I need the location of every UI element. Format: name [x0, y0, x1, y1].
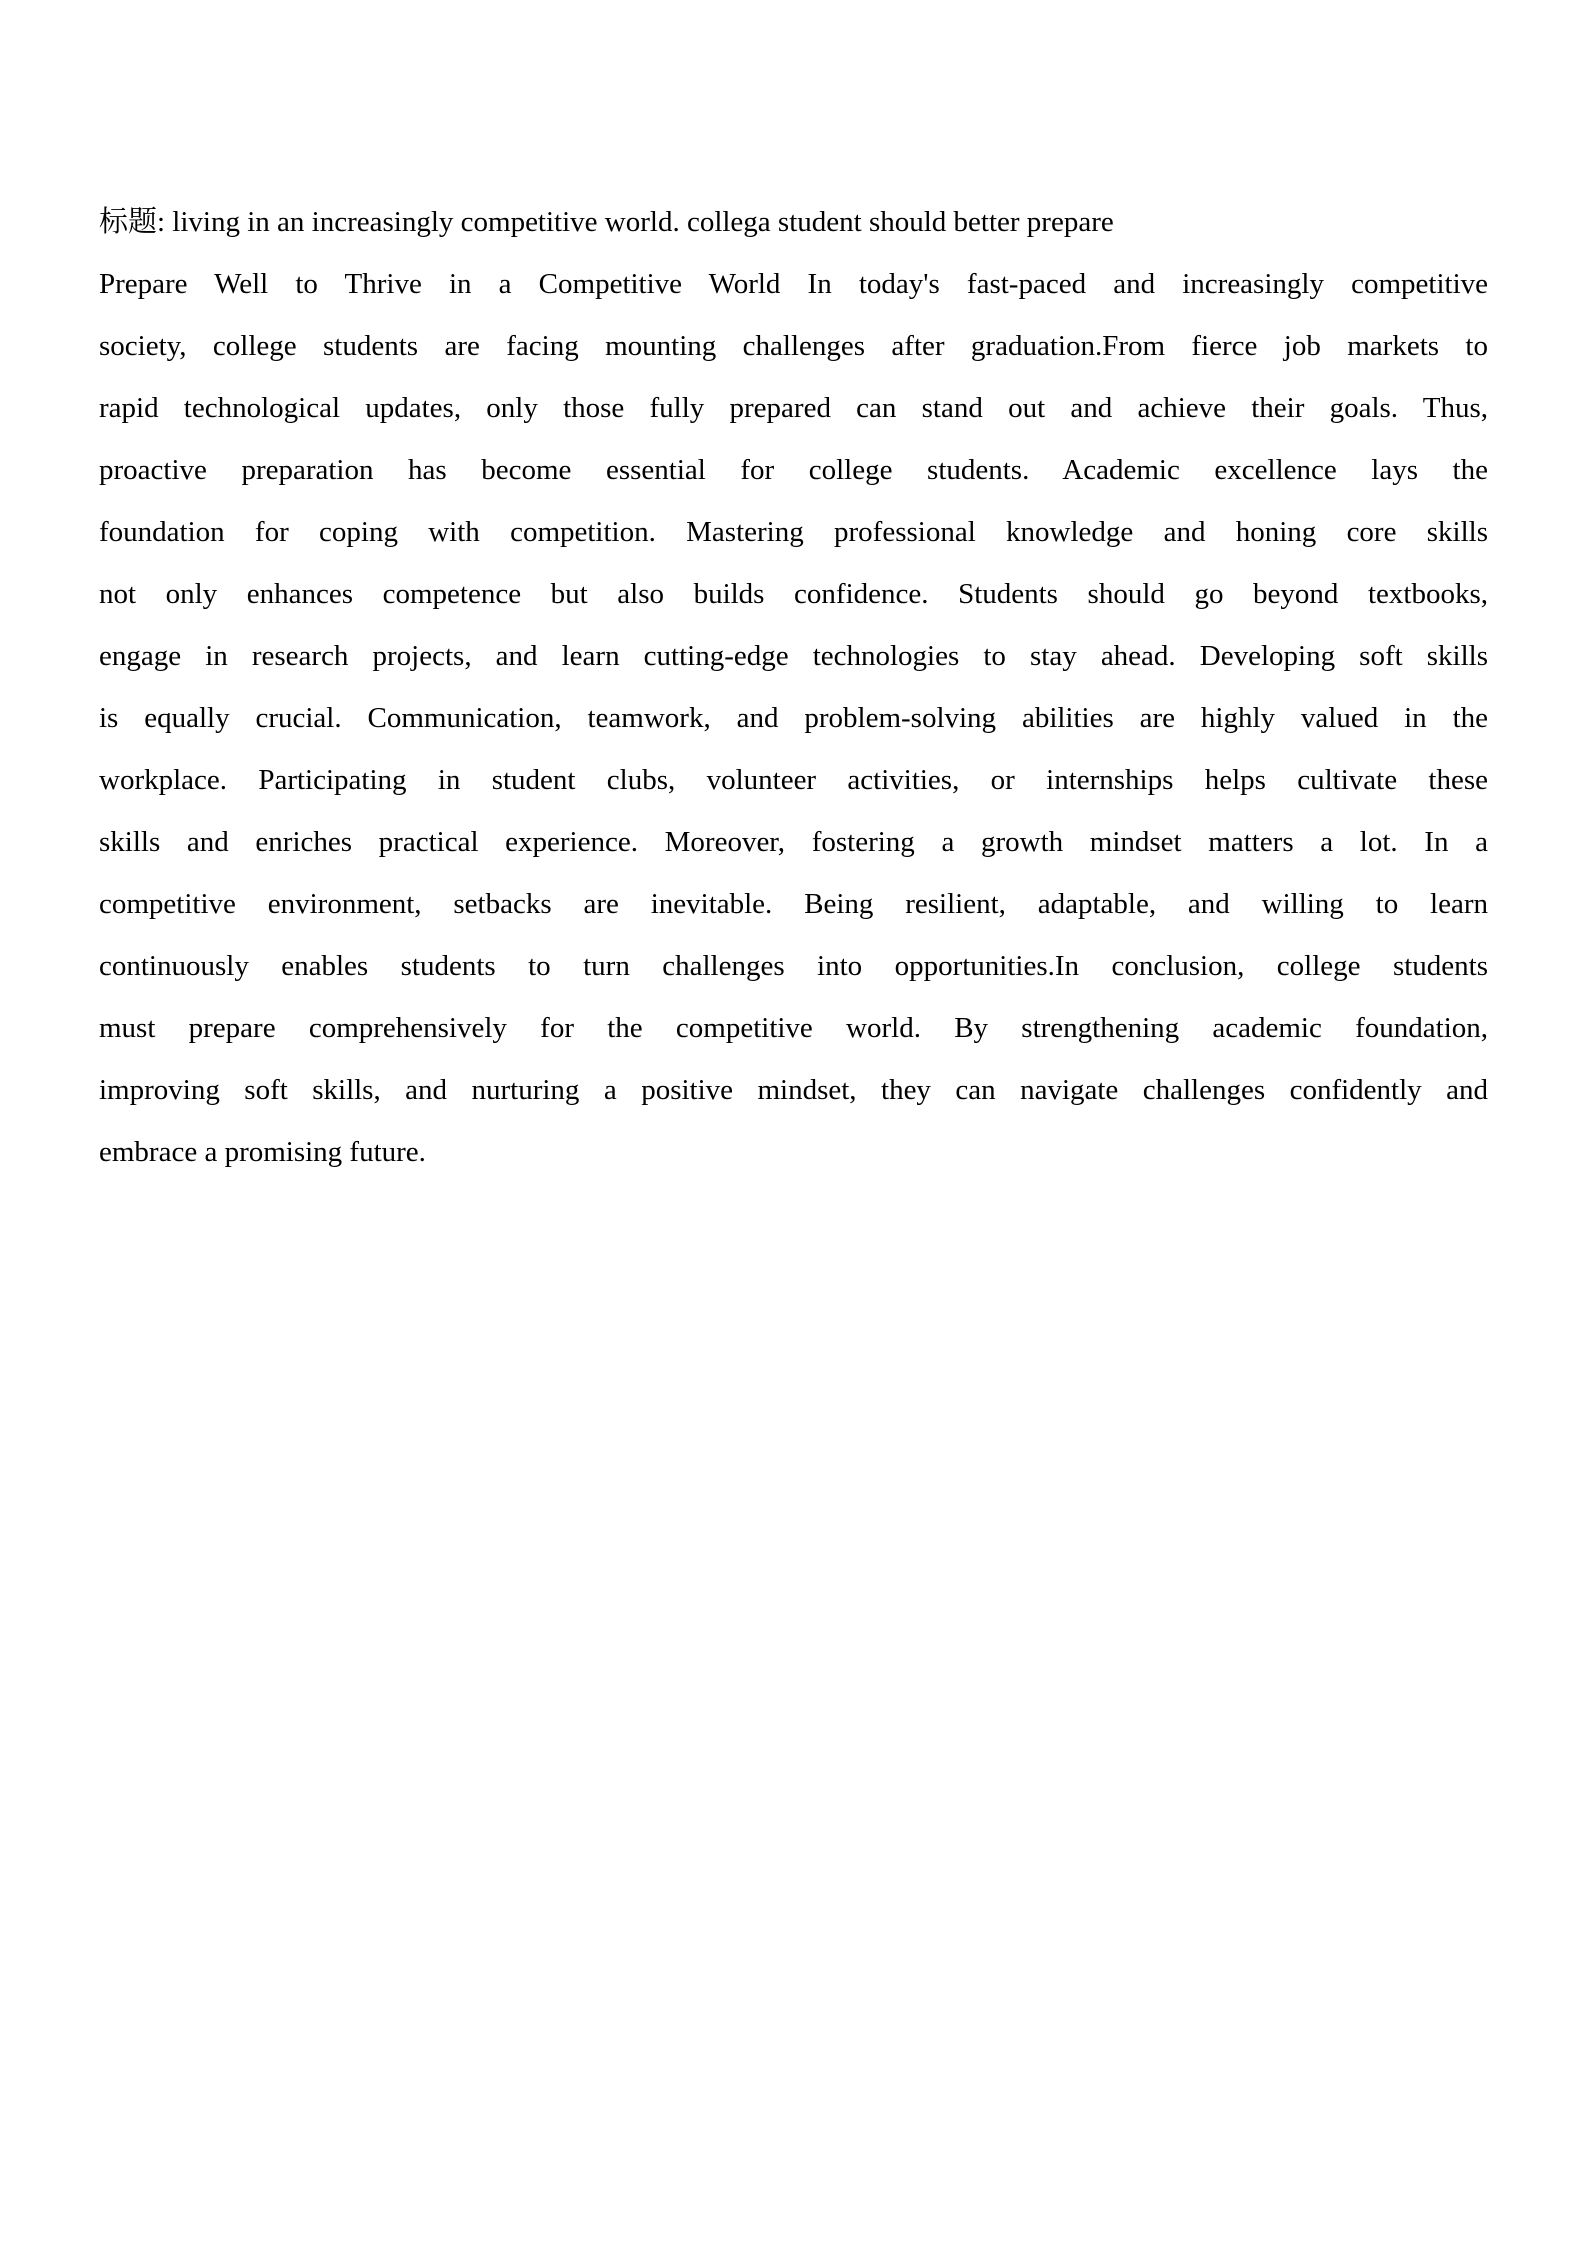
essay-line: rapid technological updates, only those fully prepared can stand out and achieve their goals. Thus, [99, 392, 1488, 424]
essay-line: society, college students are facing mounting challenges after graduation.From fierce job markets to [99, 330, 1488, 362]
essay-text-block [99, 191, 1488, 1183]
essay-title-line: 标题: living in an increasingly competitive world. collega student should better prepare [99, 206, 1114, 238]
essay-line: skills and enriches practical experience. Moreover, fostering a growth mindset matters a lot. In a [99, 826, 1488, 858]
essay-last-line: embrace a promising future. [99, 1136, 426, 1168]
essay-line: continuously enables students to turn challenges into opportunities.In conclusion, college students [99, 950, 1488, 982]
essay-line: not only enhances competence but also builds confidence. Students should go beyond textbooks, [99, 578, 1488, 610]
essay-line: competitive environment, setbacks are inevitable. Being resilient, adaptable, and willing to learn [99, 888, 1488, 920]
essay-line: must prepare comprehensively for the competitive world. By strengthening academic foundation, [99, 1012, 1488, 1044]
essay-line: improving soft skills, and nurturing a positive mindset, they can navigate challenges confidently and [99, 1074, 1488, 1106]
essay-line: engage in research projects, and learn cutting-edge technologies to stay ahead. Developing soft skills [99, 640, 1488, 672]
essay-line: foundation for coping with competition. Mastering professional knowledge and honing core skills [99, 516, 1488, 548]
essay-line: proactive preparation has become essential for college students. Academic excellence lays the [99, 454, 1488, 486]
essay-line: workplace. Participating in student clubs, volunteer activities, or internships helps cultivate these [99, 764, 1488, 796]
essay-line: is equally crucial. Communication, teamwork, and problem-solving abilities are highly valued in the [99, 702, 1488, 734]
essay-line: Prepare Well to Thrive in a Competitive World In today's fast-paced and increasingly competitive [99, 268, 1488, 300]
